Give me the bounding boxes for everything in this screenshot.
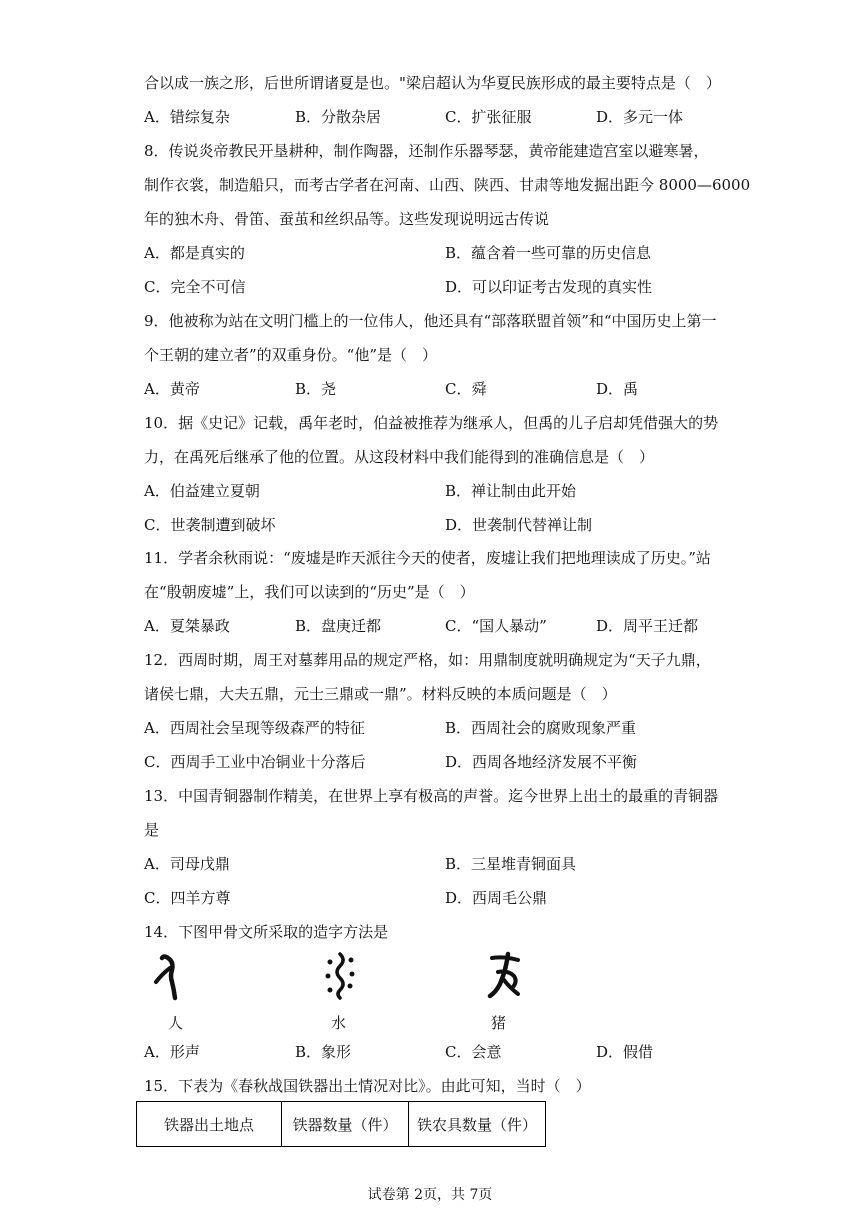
oracle-bone-person-glyph	[150, 952, 186, 1002]
question-11-line-1: 11．学者余秋雨说：“废墟是昨天派往今天的使者，废墟让我们把地理读成了历史。”站	[144, 549, 711, 567]
option-d: D．假借	[596, 1043, 654, 1061]
table-header-cell: 铁器数量（件）	[282, 1102, 409, 1147]
option-a: A．形声	[144, 1043, 200, 1061]
option-a: A．夏桀暴政	[144, 617, 230, 635]
glyph-caption-pig: 猪	[491, 1014, 507, 1032]
option-a: A．司母戊鼎	[144, 855, 230, 873]
option-d: D．多元一体	[596, 108, 684, 126]
option-c: C．扩张征服	[445, 108, 532, 126]
option-d: D．西周各地经济发展不平衡	[445, 753, 638, 771]
option-d: D．世袭制代替禅让制	[445, 516, 593, 534]
question-14-line-1: 14．下图甲骨文所采取的造字方法是	[144, 923, 389, 941]
iron-artifacts-table	[136, 1101, 546, 1147]
option-b: B．三星堆青铜面具	[445, 855, 577, 873]
table-header-cell: 铁器出土地点	[137, 1102, 282, 1147]
option-a: A．伯益建立夏朝	[144, 482, 260, 500]
question-11-line-2: 在“殷朝废墟”上，我们可以读到的“历史”是（ ）	[144, 583, 475, 601]
question-text-line: 合以成一族之形，后世所谓诸夏是也。"梁启超认为华夏民族形成的最主要特点是（ ）	[144, 74, 721, 92]
option-b: B．蕴含着一些可靠的历史信息	[445, 244, 652, 262]
option-b: B．禅让制由此开始	[445, 482, 577, 500]
question-12-line-1: 12．西周时期，周王对墓葬用品的规定严格，如：用鼎制度就明确规定为“天子九鼎，	[144, 651, 711, 669]
question-8-line-3: 年的独木舟、骨笛、蚕茧和丝织品等。这些发现说明远古传说	[144, 210, 550, 228]
glyph-caption-person: 人	[168, 1014, 184, 1032]
option-c: C．四羊方尊	[144, 889, 231, 907]
oracle-bone-pig-glyph	[484, 950, 526, 1002]
option-b: B．象形	[295, 1043, 352, 1061]
option-d: D．禹	[596, 380, 639, 398]
question-8-line-2: 制作衣裳，制造船只，而考古学者在河南、山西、陕西、甘肃等地发掘出距今 8000—6000	[144, 176, 751, 194]
option-b: B．盘庚迁都	[295, 617, 382, 635]
option-c: C．舜	[445, 380, 487, 398]
option-d: D．西周毛公鼎	[445, 889, 548, 907]
option-c: C．世袭制遭到破坏	[144, 516, 276, 534]
option-a: A．都是真实的	[144, 244, 245, 262]
question-12-line-2: 诸侯七鼎，大夫五鼎，元士三鼎或一鼎”。材料反映的本质问题是（ ）	[144, 685, 617, 703]
option-a: A．黄帝	[144, 380, 200, 398]
option-c: C．西周手工业中冶铜业十分落后	[144, 753, 366, 771]
option-b: B．尧	[295, 380, 337, 398]
glyph-caption-water: 水	[331, 1014, 347, 1032]
question-13-line-1: 13．中国青铜器制作精美，在世界上享有极高的声誉。迄今世界上出土的最重的青铜器	[144, 787, 719, 805]
option-b: B．西周社会的腐败现象严重	[445, 719, 637, 737]
question-15-line-1: 15．下表为《春秋战国铁器出土情况对比》。由此可知，当时（ ）	[144, 1077, 591, 1095]
table-header-cell: 铁农具数量（件）	[409, 1102, 546, 1147]
oracle-bone-water-glyph	[320, 950, 360, 1002]
option-a: A．西周社会呈现等级森严的特征	[144, 719, 365, 737]
option-c: C．会意	[445, 1043, 502, 1061]
table-header-row	[137, 1102, 546, 1147]
option-c: C．完全不可信	[144, 278, 246, 296]
question-8-line-1: 8．传说炎帝教民开垦耕种，制作陶器，还制作乐器琴瑟，黄帝能建造宫室以避寒暑，	[144, 142, 709, 160]
option-d: D．可以印证考古发现的真实性	[445, 278, 653, 296]
question-13-line-2: 是	[144, 821, 160, 839]
question-9-line-1: 9．他被称为站在文明门槛上的一位伟人，他还具有“部落联盟首领”和“中国历史上第一	[144, 312, 717, 330]
question-10-line-2: 力，在禹死后继承了他的位置。从这段材料中我们能得到的准确信息是（ ）	[144, 448, 655, 466]
option-c: C．“国人暴动”	[445, 617, 547, 635]
page-footer: 试卷第 2页，共 7页	[367, 1187, 493, 1203]
option-a: A．错综复杂	[144, 108, 230, 126]
option-b: B．分散杂居	[295, 108, 382, 126]
question-10-line-1: 10．据《史记》记载，禹年老时，伯益被推荐为继承人，但禹的儿子启却凭借强大的势	[144, 414, 719, 432]
option-d: D．周平王迁都	[596, 617, 699, 635]
question-9-line-2: 个王朝的建立者”的双重身份。“他”是（ ）	[144, 346, 438, 364]
